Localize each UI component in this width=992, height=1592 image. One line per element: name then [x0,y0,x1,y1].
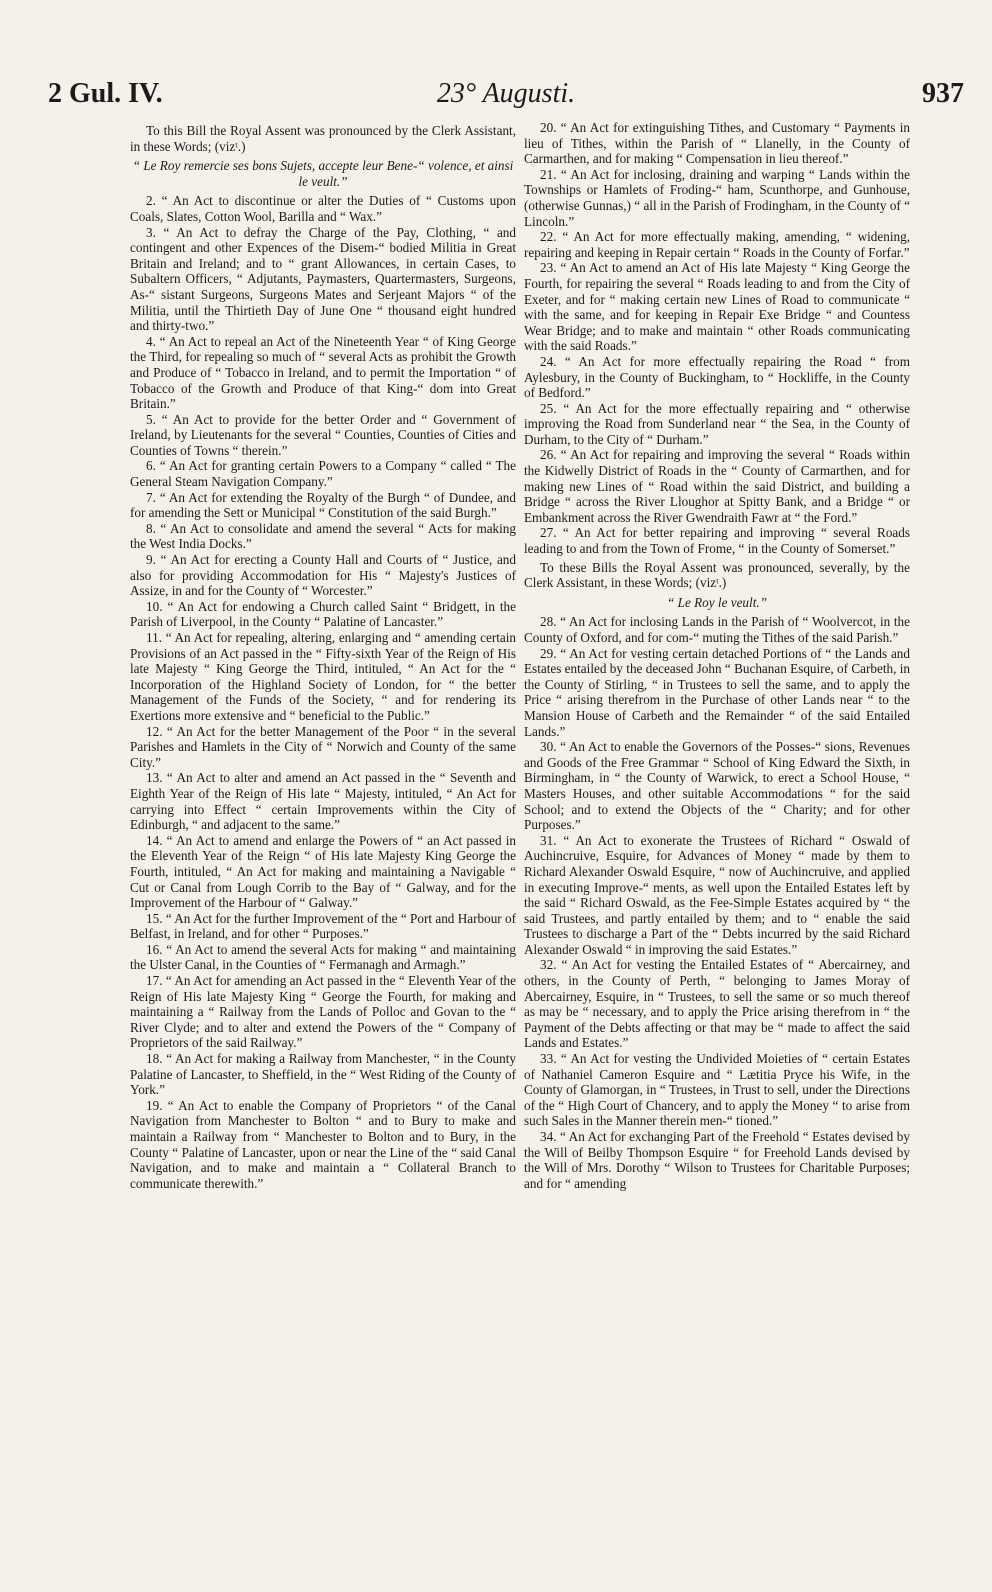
act-paragraph: 31. “ An Act to exonerate the Trustees of Richard “ Oswald of Auchincruive, Esquire, for Advances of Money “ made by them to Richard Alexander Oswald Esquire, “ now of Auchincruive, and applied in executing Improve-“ ments, as well upon the Entailed Estates left by the said “ Richard Oswald, as the Fee-Simple Estates acquired by “ the said Trustees, and partly entailed by them; and to “ enable the said Trustees to discharge a Part of the “ Debts incurred by the said Richard Alexander Oswald “ in improving the said Estates.” [524,832,910,957]
act-paragraph: 34. “ An Act for exchanging Part of the Freehold “ Estates devised by the Will of Beilby Thompson Esquire “ for Freehold Lands devised by the Will of Mrs. Dorothy “ Wilson to Trustees for Charitable Purposes; and for “ amending [524,1129,910,1191]
assent-statement: To these Bills the Royal Assent was pronounced, severally, by the Clerk Assistant, in these Words; (vizᵗ.) [524,559,910,591]
act-paragraph: 6. “ An Act for granting certain Powers to a Company “ called “ The General Steam Navigation Company.” [130,458,516,490]
act-paragraph: 18. “ An Act for making a Railway from Manchester, “ in the County Palatine of Lancaster, to Sheffield, in the “ West Riding of the County of York.” [130,1051,516,1098]
act-paragraph: 16. “ An Act to amend the several Acts for making “ and maintaining the Ulster Canal, in the Counties of “ Fermanagh and Armagh.” [130,941,516,973]
act-paragraph: 22. “ An Act for more effectually making, amending, “ widening, repairing and keeping in Repair certain “ Roads in the County of Forfar.” [524,229,910,260]
page-header [48,76,964,118]
act-paragraph: 24. “ An Act for more effectually repairing the Road “ from Aylesbury, in the County of Buckingham, to “ Hockliffe, in the County of Bedford.” [524,353,910,401]
act-paragraph: 33. “ An Act for vesting the Undivided Moieties of “ certain Estates of Nathaniel Cameron Esquire and “ Lætitia Pryce his Wife, in the County of Glamorgan, in “ Trustees, in Trust to sell, under the Directions of the “ High Court of Chancery, and to apply the Money “ to arise from such Sales in the Manner therein men-“ tioned.” [524,1051,910,1129]
act-paragraph: 10. “ An Act for endowing a Church called Saint “ Bridgett, in the Parish of Liverpool, in the County “ Palatine of Lancaster.” [130,598,516,630]
act-paragraph: 20. “ An Act for extinguishing Tithes, and Customary “ Payments in lieu of Tithes, within the Parish of “ Llanelly, in the County of Carmarthen, and for making “ Compensation in lieu thereof.” [524,120,910,167]
act-paragraph: 14. “ An Act to amend and enlarge the Powers of “ an Act passed in the Eleventh Year of the Reign “ of His late Majesty King George the Fourth, intituled, “ An Act for making and maintaining a Navigable “ Cut or Canal from Lough Corrib to the Bay of “ Galway, and for the Improvement of the Harbour of “ Galway.” [130,832,516,911]
act-paragraph: 8. “ An Act to consolidate and amend the several “ Acts for making the West India Docks.” [130,520,516,552]
page-number: 937 [922,78,964,109]
regnal-year-heading: 2 Gul. IV. [48,78,163,109]
royal-assent-formula: “ Le Roy le veult.” [667,594,767,610]
act-paragraph: 29. “ An Act for vesting certain detached Portions of “ the Lands and Estates entailed by the deceased John “ Buchanan Esquire, of Carbeth, in the County of Stirling, “ in Trustees to sell the same, and to apply the Price “ arising therefrom in the Purchase of other Lands near “ to the Mansion House of Carbeth and the Remainder “ of the said Entailed Lands.” [524,645,910,739]
act-paragraph: 19. “ An Act to enable the Company of Proprietors “ of the Canal Navigation from Manchester to Bolton “ and to Bury to make and maintain a Railway from “ Manchester to Bolton and to Bury, in the County “ Palatine of Lancaster, upon or near the Line of the “ said Canal Navigation, and to make and maintain a “ Collateral Branch to communicate therewith.” [130,1097,516,1191]
act-paragraph: 4. “ An Act to repeal an Act of the Nineteenth Year “ of King George the Third, for repealing so much of “ several Acts as prohibit the Growth and Produce of “ Tobacco in Ireland, and to permit the Importation “ of Tobacco of the Growth and Produce of that King-“ dom into Great Britain.” [130,333,516,412]
act-paragraph: 2. “ An Act to discontinue or alter the Duties of “ Customs upon Coals, Slates, Cotton Wool, Barilla and “ Wax.” [130,193,516,224]
right-column [524,120,910,1191]
act-paragraph: 26. “ An Act for repairing and improving the several “ Roads within the Kidwelly District of Roads in the “ County of Carmarthen, and for making new Lines of “ Road within the said District, and building a Bridge “ across the River Lloughor at Spitty Bank, and a Bridge “ or Embankment across the River Gwendraith Fawr at “ the Ford.” [524,447,910,525]
act-paragraph: 28. “ An Act for inclosing Lands in the Parish of “ Woolvercot, in the County of Oxford, and for com-“ muting the Tithes of the said Parish.” [524,614,910,645]
left-column [130,120,516,1191]
act-paragraph: 15. “ An Act for the further Improvement of the “ Port and Harbour of Belfast, in Ireland, and for other “ Purposes.” [130,910,516,942]
act-paragraph: 7. “ An Act for extending the Royalty of the Burgh “ of Dundee, and for amending the Sett or Municipal “ Constitution of the said Burgh.” [130,489,516,521]
act-paragraph: 25. “ An Act for the more effectually repairing and “ otherwise improving the Road from Sunderland near “ the Sea, in the County of Durham, to the City of “ Durham.” [524,400,910,447]
act-paragraph: 9. “ An Act for erecting a County Hall and Courts of “ Justice, and also for providing Accommodation for His “ Majesty's Justices of Assize, in and for the County of “ Worcester.” [130,552,516,599]
act-paragraph: 30. “ An Act to enable the Governors of the Posses-“ sions, Revenues and Goods of the Free Grammar “ School of King Edward the Sixth, in Birmingham, in “ the County of Warwick, to erect a School House, “ Masters Houses, and other suitable Accommodations “ for the said School; and to extend the Objects of the “ Charity; and for other Purposes.” [524,739,910,833]
act-paragraph: 13. “ An Act to alter and amend an Act passed in the “ Seventh and Eighth Year of the Reign of His late “ Majesty, intituled, “ An Act for carrying into Effect “ certain Improvements within the City of Edinburgh, “ and adjacent to the same.” [130,770,516,833]
royal-assent-formula: “ Le Roy remercie ses bons Sujets, accepte leur Bene-“ volence, et ainsi le veult.” [132,158,514,189]
act-paragraph: 5. “ An Act to provide for the better Order and “ Government of Ireland, by Lieutenants for the several “ Counties, Counties of Cities and Counties of Towns “ therein.” [130,411,516,458]
act-paragraph: 32. “ An Act for vesting the Entailed Estates of “ Abercairney, and others, in the County of Perth, “ belonging to James Moray of Abercairney, Esquire, in “ Trustees, to sell the same or so much thereof as may be “ necessary, and to apply the Price arising therefrom in “ the Payment of the Debts affecting or that may be “ made to affect the said Lands and Estates.” [524,957,910,1051]
act-paragraph: 17. “ An Act for amending an Act passed in the “ Eleventh Year of the Reign of His late Majesty King “ George the Fourth, for making and maintaining a “ Railway from the Lands of Polloc and Govan to the “ River Clyde; and to alter and extend the Powers of the “ Company of Proprietors of the said Railway.” [130,973,516,1051]
assent-statement: To this Bill the Royal Assent was pronounced by the Clerk Assistant, in these Words; (vizᵗ.) [130,123,516,154]
act-paragraph: 11. “ An Act for repealing, altering, enlarging and “ amending certain Provisions of an Act passed in the “ Fifty-sixth Year of the Reign of His late Majesty “ King George the Third, intituled, “ An Act for the “ Incorporation of the Highland Society of London, for “ the better Management of the Funds of the Society, “ and for rendering its Exertions more extensive and “ beneficial to the Public.” [130,630,516,723]
act-paragraph: 21. “ An Act for inclosing, draining and warping “ Lands within the Townships or Hamlets of Froding-“ ham, Scunthorpe, and Gunhouse, (otherwise Gunnas,) “ all in the Parish of Frodingham, in the County of “ Lincoln.” [524,166,910,229]
act-paragraph: 27. “ An Act for better repairing and improving “ several Roads leading to and from the Town of Frome, “ in the County of Somerset.” [524,525,910,557]
act-paragraph: 12. “ An Act for the better Management of the Poor “ in the several Parishes and Hamlets in the City of “ Norwich and County of the same City.” [130,723,516,770]
date-heading: 23° Augusti. [436,78,576,109]
act-paragraph: 3. “ An Act to defray the Charge of the Pay, Clothing, “ and contingent and other Expences of the Disem-“ bodied Militia in Great Britain and Ireland; and to “ grant Allowances, in certain Cases, to Subaltern Officers, “ Adjutants, Paymasters, Quartermasters, Surgeons, As-“ sistant Surgeons, Surgeons Mates and Serjeant Majors “ of the Militia, until the Thirtieth Day of June One “ thousand eight hundred and thirty-two.” [130,224,516,334]
act-paragraph: 23. “ An Act to amend an Act of His late Majesty “ King George the Fourth, for repairing the several “ Roads leading to and from the City of Exeter, and for “ making certain new Lines of Road to communicate “ with the same, and for keeping in Repair Exe Bridge “ and Countess Wear Bridge; and to make and maintain “ other Roads communicating with the said Roads.” [524,260,910,354]
